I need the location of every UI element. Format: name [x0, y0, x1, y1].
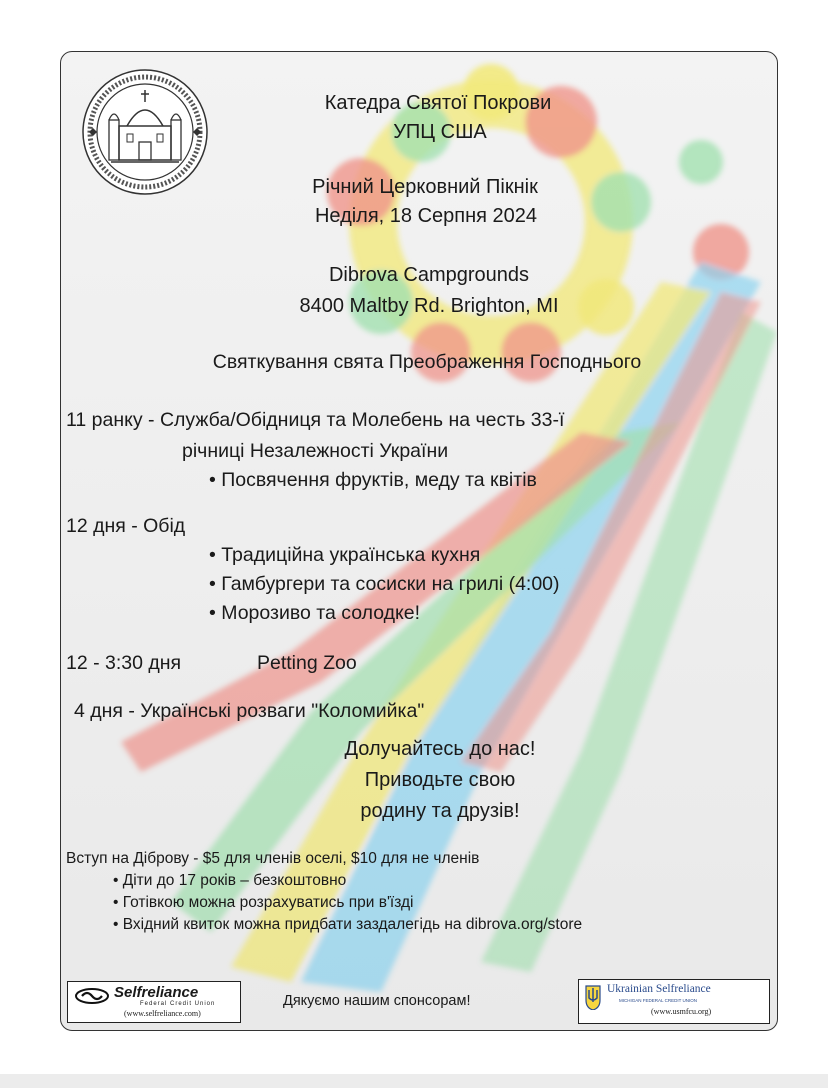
admission-bullet-online: • Вхідний квиток можна придбати заздалегідь на dibrova.org/store: [113, 916, 583, 933]
schedule-item-zoo-time: 12 - 3:30 дня: [66, 652, 182, 674]
selfreliance-name: Selfreliance: [114, 984, 199, 1001]
location-name: Dibrova Campgrounds: [328, 264, 530, 286]
flyer: [60, 51, 778, 1031]
sponsors-thanks: Дякуємо нашим спонсорам!: [283, 993, 471, 1009]
ukrainian-selfreliance-url: (www.usmfcu.org): [651, 1007, 712, 1016]
selfreliance-emblem-icon: [74, 987, 110, 1005]
invite-line-3: родину та друзів!: [360, 800, 520, 822]
event-title: Річний Церковний Пікнік: [312, 176, 538, 198]
schedule-item-entertainment: 4 дня - Українські розваги "Коломийка": [74, 700, 425, 722]
admission-bullet-children: • Діти до 17 років – безкоштовно: [113, 872, 347, 889]
event-date: Неділя, 18 Серпня 2024: [314, 205, 538, 227]
schedule-item-service-cont: річниці Незалежності України: [182, 440, 449, 462]
schedule-item-service: 11 ранку - Служба/Обідниця та Молебень на честь 33-ї: [66, 409, 565, 431]
schedule-bullet-grill: • Гамбургери та сосиски на грилі (4:00): [209, 573, 560, 595]
feast-title: Святкування свята Преображення Господнього: [212, 351, 642, 373]
cathedral-seal-logo: [81, 68, 209, 196]
selfreliance-subtitle: Federal Credit Union: [140, 1001, 216, 1007]
trident-icon: [584, 984, 602, 1010]
invite-line-2: Приводьте свою: [364, 769, 516, 791]
selfreliance-sponsor-logo: [67, 981, 241, 1023]
schedule-bullet-cuisine: • Традиційна українська кухня: [209, 544, 481, 566]
schedule-bullet-blessing: • Посвячення фруктів, меду та квітів: [209, 469, 537, 491]
ukrainian-selfreliance-sponsor-logo: [578, 979, 770, 1024]
church-affiliation: УПЦ США: [393, 121, 487, 143]
admission-bullet-cash: • Готівкою можна розрахуватись при в'їзді: [113, 894, 414, 911]
schedule-bullet-dessert: • Морозиво та солодке!: [209, 602, 421, 624]
cathedral-name: Катедра Святої Покрови: [324, 92, 552, 114]
schedule-item-lunch: 12 дня - Обід: [66, 515, 186, 537]
ukrainian-selfreliance-name: Ukrainian Selfreliance: [607, 983, 711, 995]
admission-prices: Вступ на Діброву - $5 для членів оселі, $10 для не членів: [66, 850, 480, 867]
schedule-item-zoo: Petting Zoo: [257, 652, 357, 674]
location-address: 8400 Maltby Rd. Brighton, MI: [299, 295, 559, 317]
bottom-strip: [0, 1074, 828, 1088]
ukrainian-selfreliance-subtitle: MICHIGAN FEDERAL CREDIT UNION: [619, 998, 698, 1003]
selfreliance-url: (www.selfreliance.com): [124, 1009, 201, 1018]
invite-line-1: Долучайтесь до нас!: [344, 738, 536, 760]
